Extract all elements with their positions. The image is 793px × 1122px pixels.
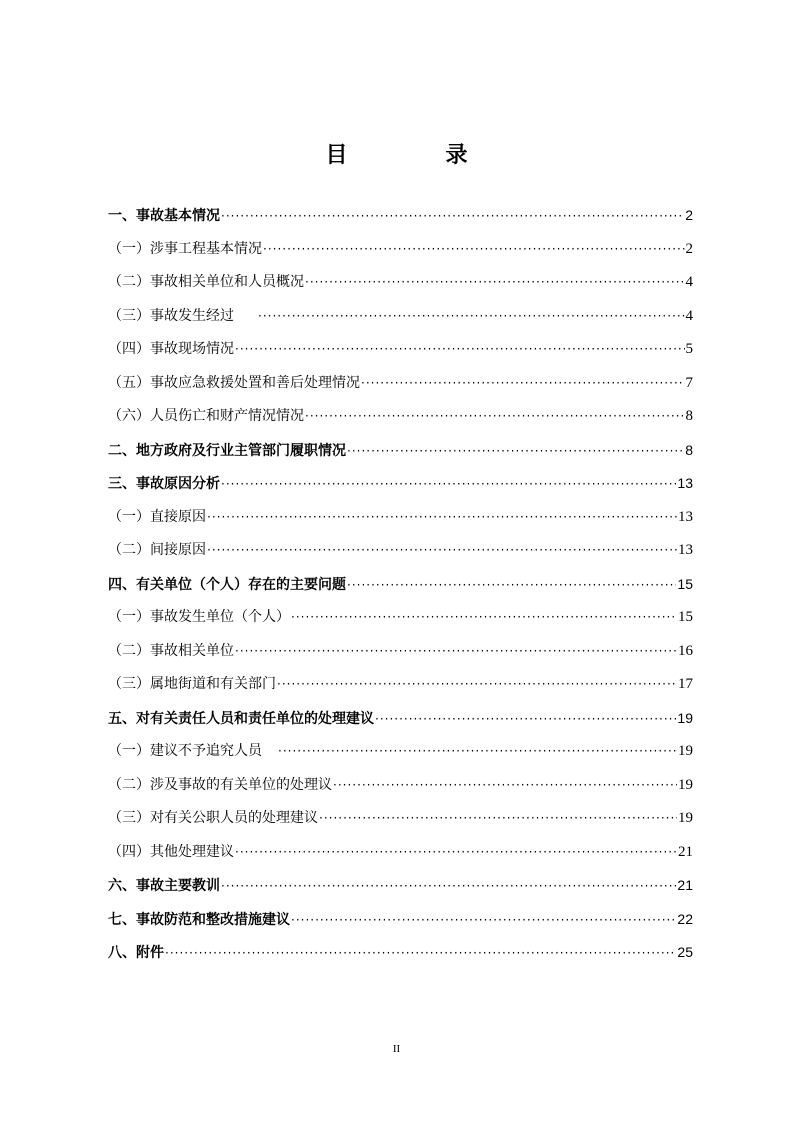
toc-entry[interactable] bbox=[108, 769, 693, 803]
toc-entry-label: （一）事故发生单位（个人） bbox=[108, 609, 290, 625]
toc-entry[interactable] bbox=[108, 199, 693, 233]
toc-entry[interactable] bbox=[108, 836, 693, 870]
toc-entry-page: 13 bbox=[677, 475, 693, 491]
toc-entry-page: 15 bbox=[678, 609, 693, 625]
toc-entry[interactable] bbox=[108, 601, 693, 635]
toc-entry[interactable] bbox=[108, 735, 693, 769]
toc-entry[interactable] bbox=[108, 869, 693, 903]
toc-entry-page: 8 bbox=[685, 441, 693, 458]
toc-dot-leader bbox=[207, 534, 677, 568]
toc-dot-leader bbox=[258, 300, 685, 334]
toc-entry-page: 25 bbox=[677, 944, 693, 960]
toc-entry[interactable] bbox=[108, 266, 693, 300]
toc-dot-leader bbox=[235, 836, 677, 870]
toc-dot-leader bbox=[221, 870, 676, 904]
toc-entry-label: 一、事故基本情况 bbox=[108, 208, 220, 224]
toc-entry-label: （一）直接原因 bbox=[108, 508, 206, 525]
toc-entry[interactable] bbox=[108, 300, 693, 334]
toc-entry-page: 7 bbox=[685, 374, 693, 391]
toc-dot-leader bbox=[277, 668, 677, 702]
toc-dot-leader bbox=[291, 904, 676, 938]
page-number: II bbox=[392, 1043, 401, 1055]
toc-entry[interactable] bbox=[108, 467, 693, 501]
toc-entry[interactable] bbox=[108, 668, 693, 702]
toc-dot-leader bbox=[235, 635, 677, 669]
toc-dot-leader bbox=[291, 601, 677, 635]
toc-dot-leader bbox=[319, 802, 677, 836]
toc-entry-label: 四、有关单位（个人）存在的主要问题 bbox=[108, 576, 346, 593]
toc-entry-label: （一）涉事工程基本情况 bbox=[108, 240, 262, 257]
page-title: 目 录 bbox=[325, 143, 506, 168]
toc-entry-label: 二、地方政府及行业主管部门履职情况 bbox=[108, 442, 346, 459]
table-of-contents bbox=[108, 199, 693, 970]
toc-dot-leader bbox=[347, 569, 676, 603]
toc-entry-label: （二）事故相关单位和人员概况 bbox=[108, 274, 304, 290]
toc-entry[interactable] bbox=[108, 367, 693, 401]
toc-entry-label: （三）事故发生经过 bbox=[108, 307, 234, 324]
toc-dot-leader bbox=[333, 769, 677, 803]
toc-entry[interactable] bbox=[108, 501, 693, 535]
toc-dot-leader bbox=[305, 400, 685, 434]
toc-entry-page: 13 bbox=[678, 508, 693, 525]
toc-entry-page: 19 bbox=[677, 709, 693, 726]
toc-entry-label: （二）涉及事故的有关单位的处理议 bbox=[108, 776, 332, 793]
toc-dot-leader bbox=[165, 937, 676, 971]
toc-entry-label: （四）其他处理建议 bbox=[108, 843, 234, 860]
toc-entry-page: 17 bbox=[678, 676, 693, 692]
toc-entry-label: （五）事故应急救援处置和善后处理情况 bbox=[108, 374, 360, 391]
toc-entry[interactable] bbox=[108, 936, 693, 970]
toc-dot-leader bbox=[347, 435, 684, 469]
toc-entry-page: 4 bbox=[685, 307, 693, 324]
toc-entry[interactable] bbox=[108, 702, 693, 736]
toc-entry-page: 15 bbox=[677, 575, 693, 592]
toc-entry-label: （三）属地街道和有关部门 bbox=[108, 676, 276, 692]
toc-entry[interactable] bbox=[108, 400, 693, 434]
toc-entry-page: 2 bbox=[685, 240, 693, 257]
toc-entry-label: 八、附件 bbox=[108, 945, 164, 961]
toc-entry-label: 七、事故防范和整改措施建议 bbox=[108, 911, 290, 928]
toc-entry-page: 19 bbox=[678, 776, 693, 793]
toc-dot-leader bbox=[375, 703, 676, 737]
toc-entry-page: 22 bbox=[677, 910, 693, 927]
toc-dot-leader bbox=[221, 468, 676, 502]
toc-entry[interactable] bbox=[108, 568, 693, 602]
toc-entry-label: 三、事故原因分析 bbox=[108, 476, 220, 492]
toc-dot-leader bbox=[361, 367, 685, 401]
toc-dot-leader bbox=[207, 501, 677, 535]
toc-entry-page: 19 bbox=[678, 743, 693, 759]
toc-entry-page: 8 bbox=[685, 408, 693, 424]
toc-entry-label: （四）事故现场情况 bbox=[108, 341, 234, 357]
toc-entry-page: 4 bbox=[685, 274, 693, 290]
toc-entry-page: 16 bbox=[678, 642, 693, 659]
toc-entry[interactable] bbox=[108, 434, 693, 468]
toc-entry[interactable] bbox=[108, 333, 693, 367]
toc-entry-label: （一）建议不予追究人员 bbox=[108, 743, 262, 759]
toc-entry-page: 5 bbox=[685, 341, 693, 357]
toc-entry-page: 21 bbox=[678, 843, 693, 860]
toc-entry-page: 13 bbox=[678, 542, 693, 558]
toc-dot-leader bbox=[235, 333, 685, 367]
toc-entry-page: 2 bbox=[685, 207, 693, 223]
toc-entry-label: （三）对有关公职人员的处理建议 bbox=[108, 810, 318, 826]
toc-entry-label: 六、事故主要教训 bbox=[108, 878, 220, 894]
toc-dot-leader bbox=[278, 735, 677, 769]
toc-entry-label: 五、对有关责任人员和责任单位的处理建议 bbox=[108, 710, 374, 727]
toc-entry-label: （二）事故相关单位 bbox=[108, 642, 234, 659]
toc-dot-leader bbox=[263, 233, 685, 267]
toc-entry-label: （六）人员伤亡和财产情况情况 bbox=[108, 408, 304, 424]
toc-entry[interactable] bbox=[108, 802, 693, 836]
toc-entry[interactable] bbox=[108, 903, 693, 937]
toc-entry[interactable] bbox=[108, 534, 693, 568]
toc-entry[interactable] bbox=[108, 233, 693, 267]
toc-entry-page: 19 bbox=[678, 810, 693, 826]
toc-dot-leader bbox=[221, 200, 684, 234]
toc-dot-leader bbox=[305, 266, 685, 300]
toc-entry-page: 21 bbox=[677, 877, 693, 893]
toc-entry-label: （二）间接原因 bbox=[108, 542, 206, 558]
toc-entry[interactable] bbox=[108, 635, 693, 669]
